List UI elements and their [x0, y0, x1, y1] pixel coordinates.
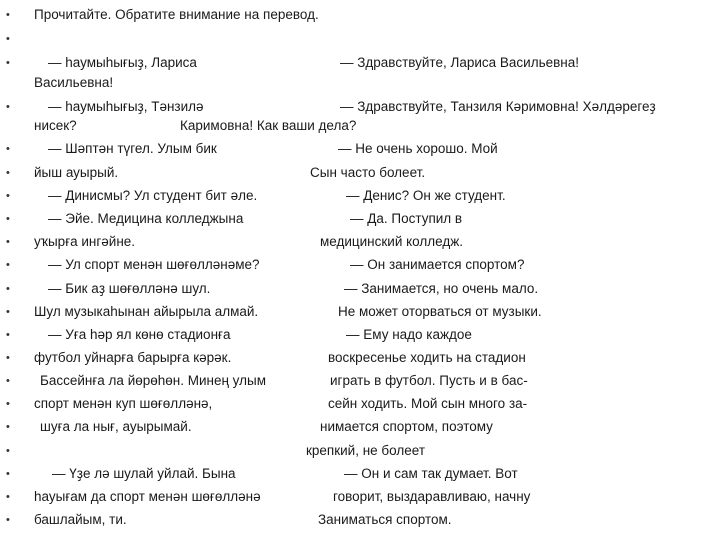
text-line	[0, 488, 720, 508]
text-line	[0, 326, 720, 346]
bullet-icon: •	[6, 352, 10, 364]
text-line	[0, 303, 720, 323]
text-line	[0, 98, 720, 118]
bullet-icon: •	[6, 514, 10, 526]
line-left-text: Шул музыкаһынан айырыла алмай.	[34, 304, 259, 319]
text-line	[0, 54, 720, 74]
bullet-icon: •	[6, 283, 10, 295]
bullet-icon: •	[6, 421, 10, 433]
bullet-icon: •	[6, 398, 10, 410]
bullet-icon: •	[6, 101, 10, 113]
line-right-text: — Здравствуйте, Лариса Васильевна!	[340, 55, 579, 70]
line-left-text: Бассейнға ла йөрөһөн. Минең улым	[40, 373, 266, 388]
line-left-text: Прочитайте. Обратите внимание на перевод.	[34, 7, 319, 22]
line-right-text: — Он занимается спортом?	[350, 257, 525, 272]
line-left-text: — Эйе. Медицина колледжына	[48, 211, 244, 226]
line-right-text: Не может оторваться от музыки.	[338, 304, 542, 319]
text-line	[0, 372, 720, 392]
line-right-text: — Здравствуйте, Танзиля Кәримовна! Хәлдәрегеҙ	[340, 99, 656, 114]
line-left-text: спорт менән куп шөғөлләнә,	[34, 396, 213, 411]
line-right-text: сейн ходить. Мой сын много за-	[328, 396, 528, 411]
line-left-text: — Шәптән түгел. Улым бик	[48, 141, 217, 156]
text-line	[0, 465, 720, 485]
line-right-text: Заниматься спортом.	[318, 512, 452, 527]
line-left-text: нисек?	[34, 118, 77, 133]
text-line	[0, 187, 720, 207]
text-line	[0, 349, 720, 369]
bullet-icon: •	[6, 445, 10, 457]
text-line	[0, 210, 720, 230]
text-line	[0, 117, 720, 137]
bullet-icon: •	[6, 9, 10, 21]
line-right-text: нимается спортом, поэтому	[320, 419, 493, 434]
line-left-text: һауығам да спорт менән шөғөлләнә	[34, 489, 261, 504]
bullet-icon: •	[6, 143, 10, 155]
line-right-text: — Он и сам так думает. Вот	[344, 466, 518, 481]
line-right-text: Сын часто болеет.	[310, 165, 426, 180]
line-left-text: — Үҙе лә шулай уйлай. Бына	[52, 466, 236, 481]
text-line	[0, 256, 720, 276]
line-right-text: — Денис? Он же студент.	[346, 188, 506, 203]
line-left-text: футбол уйнарға барырға кәрәк.	[34, 350, 232, 365]
bullet-icon: •	[6, 236, 10, 248]
line-left-text: — Ул спорт менән шөғөлләнәме?	[48, 257, 260, 272]
text-line	[0, 511, 720, 531]
text-line	[0, 442, 720, 462]
bullet-icon: •	[6, 468, 10, 480]
text-line	[0, 395, 720, 415]
text-line	[0, 74, 720, 94]
line-left-text: — Динисмы? Ул студент бит әле.	[48, 188, 258, 203]
line-right-text: крепкий, не болеет	[306, 443, 426, 458]
line-left-text: Васильевна!	[34, 75, 114, 90]
line-left-text: — Уға һәр ял көнө стадионға	[48, 327, 231, 342]
text-line	[0, 280, 720, 300]
bullet-icon: •	[6, 491, 10, 503]
text-line	[0, 140, 720, 160]
text-line	[0, 164, 720, 184]
line-right-text: — Ему надо каждое	[346, 327, 472, 342]
line-right-text: — Да. Поступил в	[350, 211, 463, 226]
bullet-icon: •	[6, 213, 10, 225]
line-right-text: говорит, выздаравливаю, начну	[333, 489, 531, 504]
bullet-icon: •	[6, 306, 10, 318]
line-left-text: башлайым, ти.	[34, 512, 127, 527]
text-line	[0, 233, 720, 253]
line-left-text: йыш ауырый.	[34, 165, 119, 180]
bullet-icon: •	[6, 33, 10, 45]
text-line	[0, 6, 720, 26]
bullet-icon: •	[6, 190, 10, 202]
line-right-text: Каримовна! Как ваши дела?	[180, 118, 357, 133]
line-right-text: воскресенье ходить на стадион	[328, 350, 526, 365]
line-right-text: — Не очень хорошо. Мой	[338, 141, 498, 156]
bullet-icon: •	[6, 167, 10, 179]
line-right-text: играть в футбол. Пусть и в бас-	[330, 373, 528, 388]
line-left-text: — һаумыһығыҙ, Тәнзилә	[48, 99, 204, 114]
text-line	[0, 30, 720, 50]
bullet-icon: •	[6, 259, 10, 271]
line-left-text: уҡырға ингәйне.	[34, 234, 136, 249]
bullet-icon: •	[6, 329, 10, 341]
line-left-text: — һаумыһығыҙ, Лариса	[48, 55, 197, 70]
bullet-icon: •	[6, 57, 10, 69]
bullet-icon: •	[6, 375, 10, 387]
line-left-text: шуға ла нығ, ауырымай.	[40, 419, 192, 434]
line-right-text: медицинский колледж.	[320, 234, 464, 249]
text-line	[0, 418, 720, 438]
line-right-text: — Занимается, но очень мало.	[344, 281, 539, 296]
line-left-text: — Бик аҙ шөғөлләнә шул.	[48, 281, 211, 296]
